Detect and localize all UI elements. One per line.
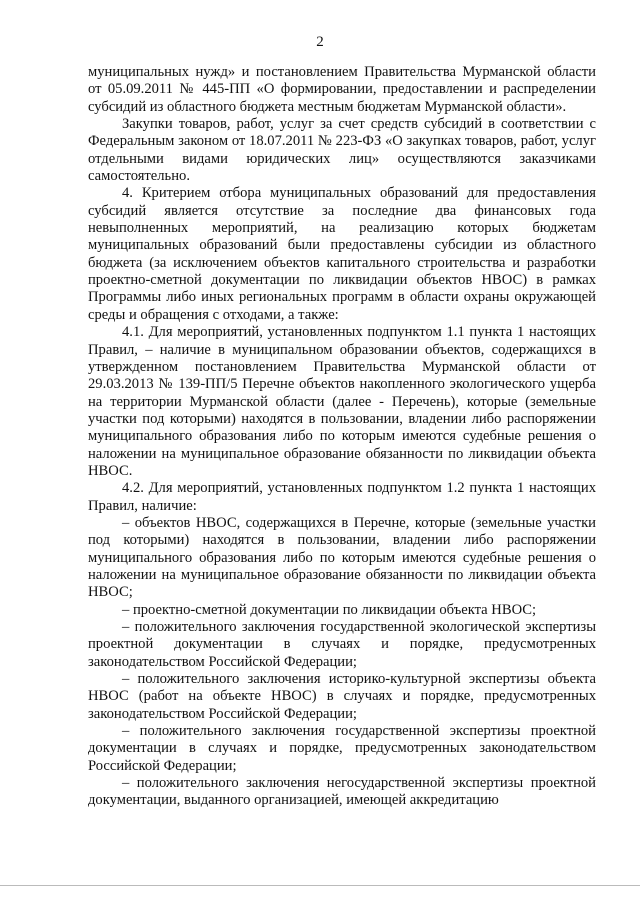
paragraph-procurement: Закупки товаров, работ, услуг за счет средств субсидий в соответствии с Федеральным законом от 18.07.2011 № 223-ФЗ «О закупках товаров, работ, услуг отдельными видами юридических лиц» осуществляются заказчиками самостоятельно. [88, 116, 596, 185]
paragraph-criterion-4-2: 4.2. Для мероприятий, установленных подпунктом 1.2 пункта 1 настоящих Правил, наличие: [88, 480, 596, 514]
list-item-nonstate-expertise: – положительного заключения негосударственной экспертизы проектной документации, выданного организацией, имеющей аккредитацию [88, 775, 596, 809]
page-number: 2 [316, 34, 324, 50]
list-item-design-estimate: – проектно-сметной документации по ликвидации объекта НВОС; [122, 601, 537, 618]
document-body [88, 64, 596, 810]
page-bottom-rule [0, 885, 640, 886]
list-item-state-expertise: – положительного заключения государственной экспертизы проектной документации в случаях и порядке, предусмотренных законодательством Российской Федерации; [88, 723, 596, 774]
paragraph-continuation: муниципальных нужд» и постановлением Правительства Мурманской области от 05.09.2011 № 445-ПП «О формировании, предоставлении и распределении субсидий из областного бюджета местным бюджетам Мурманской области». [88, 64, 596, 115]
list-item-objects: – объектов НВОС, содержащихся в Перечне, которые (земельные участки под которыми) находятся в пользовании, владении либо распоряжении муниципального образования либо по которым имеются судебные решения о наложении на муниципальное образование обязанности по ликвидации объекта НВОС; [88, 514, 596, 601]
list-item-ecological-expertise: – положительного заключения государственной экологической экспертизы проектной документации в случаях и порядке, предусмотренных законодательством Российской Федерации; [88, 619, 596, 670]
paragraph-criterion-4-1: 4.1. Для мероприятий, установленных подпунктом 1.1 пункта 1 настоящих Правил, – наличие в муниципальном образовании объектов, содержащихся в утвержденном постановлением Правительства Мурманской области от 29.03.2013 № 139-ПП/5 Перечне объектов накопленного экологического ущерба на территории Мурманской области (далее - Перечень), которые (земельные участки под которыми) находятся в пользовании, владении либо распоряжении муниципального образования либо по которым имеются судебные решения о наложении на муниципальное образование обязанности по ликвидации объекта НВОС. [88, 324, 596, 479]
list-item-cultural-expertise: – положительного заключения историко-культурной экспертизы объекта НВОС (работ на объекте НВОС) в случаях и порядке, предусмотренных законодательством Российской Федерации; [88, 671, 596, 722]
paragraph-criterion-4: 4. Критерием отбора муниципальных образований для предоставления субсидий является отсутствие за последние два финансовых года невыполненных мероприятий, на реализацию которых бюджетам муниципальных образований были предоставлены субсидии из областного бюджета (за исключением объектов капитального строительства и разработки проектно-сметной документации по ликвидации объектов НВОС) в рамках Программы либо иных региональных программ в области охраны окружающей среды и обращения с отходами, а также: [88, 185, 596, 323]
